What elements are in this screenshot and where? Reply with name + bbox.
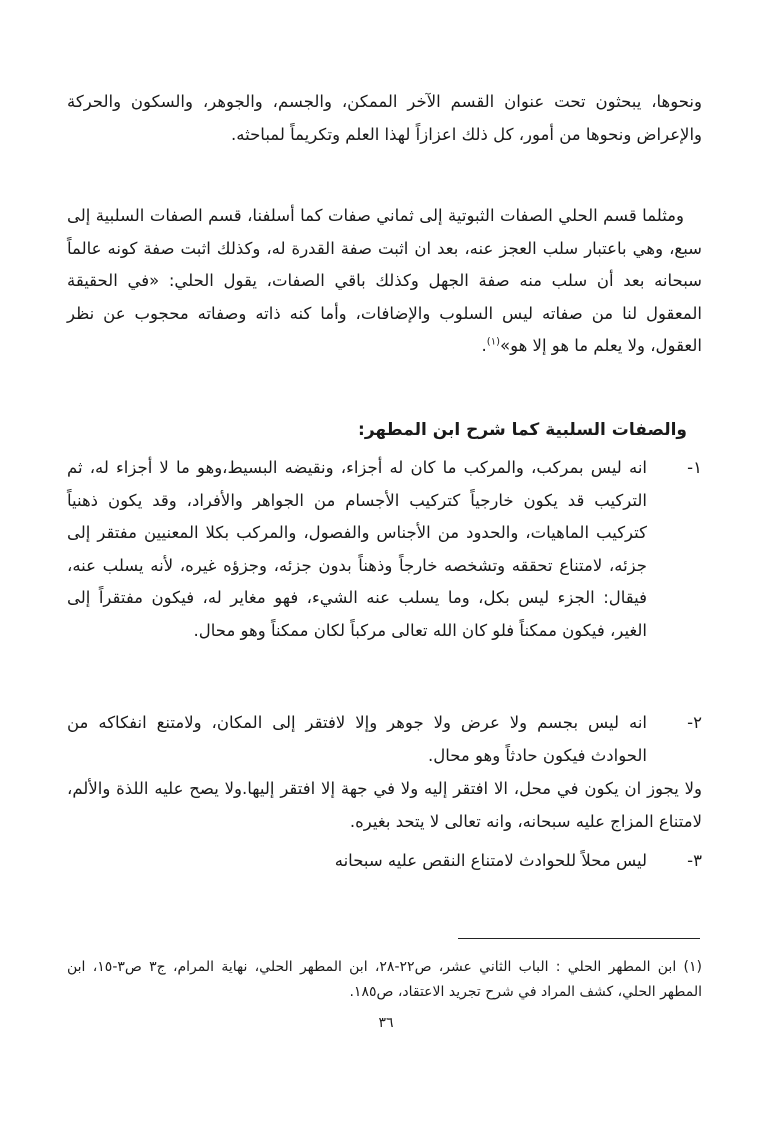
list-item <box>67 452 702 647</box>
footnote-reference[interactable]: (١) <box>486 336 500 348</box>
list-item-number: ١- <box>687 458 702 477</box>
paragraph-end: . <box>481 336 487 355</box>
list-item-number: ٢- <box>687 713 702 732</box>
footnote: (١) ابن المطهر الحلي : الباب الثاني عشر، ص٢٢-٢٨، ابن المطهر الحلي، نهاية المرام، ج٣ ص٣-١٥، ابن المطهر الحلي، كشف المراد في شرح تجريد الاعتقاد، ص١٨٥. <box>67 959 702 1000</box>
page-number: ٣٦ <box>378 1015 394 1031</box>
section-heading: والصفات السلبية كما شرح ابن المطهر: <box>358 420 687 440</box>
negative-attributes-paragraph <box>67 200 702 363</box>
continuation-paragraph: ولا يجوز ان يكون في محل، الا افتقر إليه ولا في جهة إلا افتقر إليها.ولا يصح عليه اللذة والألم، لامتناع المزاج عليه سبحانه، وانه تعالى لا يتحد بغيره. <box>67 779 702 831</box>
footnote-divider <box>458 938 700 939</box>
list-item <box>67 845 702 878</box>
list-item-text: انه ليس بمركب، والمركب ما كان له أجزاء، ونقيضه البسيط،وهو ما لا أجزاء له، ثم التركيب قد يكون خارجياً كتركيب الأجسام من الجواهر والأفراد، وقد يكون ذهنياً كتركيب الماهيات، والحدود من الأجناس والفصول، والمركب بكلا المعنيين مفتقر إلى جزئه، لامتناع تحققه وتشخصه خارجاً وذهناً بدون جزئه، وجزؤه غيره، لأنه يسلب عنه، فيقال: الجزء ليس بكل، وما يسلب عنه الشيء، فهو مغاير له، فيكون مفتقراً إلى الغير، فيكون ممكناً فلو كان الله تعالى مركباً لكان ممكناً وهو محال. <box>67 458 647 640</box>
list-item-text: انه ليس بجسم ولا عرض ولا جوهر وإلا لافتقر إلى المكان، ولامتنع انفكاكه من الحوادث فيكون حادثاً وهو محال. <box>67 713 647 765</box>
list-item-text: ليس محلاً للحوادث لامتناع النقص عليه سبحانه <box>334 851 647 870</box>
paragraph-text: ومثلما قسم الحلي الصفات الثبوتية إلى ثماني صفات كما أسلفنا، قسم الصفات السلبية إلى سبع، وهي باعتبار سلب العجز عنه، بعد ان اثبت صفة القدرة له، وكذلك اثبت صفة كونه عالماً سبحانه بعد أن سلب منه صفة الجهل وكذلك باقي الصفات، يقول الحلي: «في الحقيقة المعقول لنا من صفاته ليس السلوب والإضافات، وأما كنه ذاته وصفاته محجوب عن نظر العقول، ولا يعلم ما هو إلا هو» <box>67 206 702 355</box>
intro-paragraph: ونحوها، يبحثون تحت عنوان القسم الآخر الممكن، والجسم، والجوهر، والسكون والحركة والإعراض ونحوها من أمور، كل ذلك اعزازاً لهذا العلم وتكريماً لمباحثه. <box>67 92 702 144</box>
list-item-number: ٣- <box>687 851 702 870</box>
list-item <box>67 707 702 772</box>
